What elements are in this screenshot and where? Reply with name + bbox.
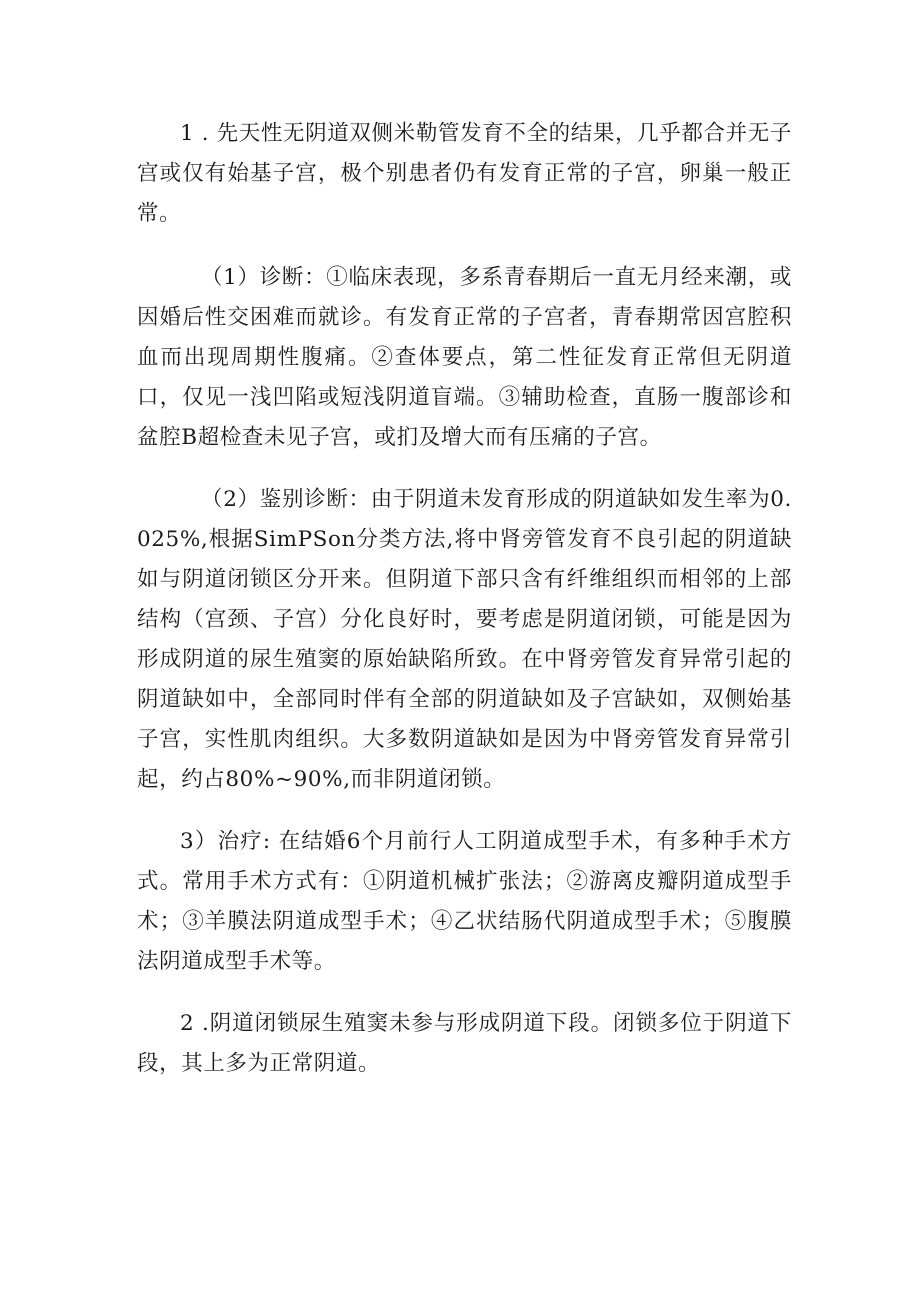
document-body bbox=[137, 114, 792, 1084]
paragraph-diagnosis: （1）诊断：①临床表现，多系青春期后一直无月经来潮，或因婚后性交困难而就诊。有发育正常的子宫者，青春期常因宫腔积血而出现周期性腹痛。②查体要点，第二性征发育正常但无阴道口，仅见一浅凹陷或短浅阴道盲端。③辅助检查，直肠一腹部诊和盆腔B超检查未见子宫，或扪及增大而有压痛的子宫。 bbox=[137, 265, 792, 450]
paragraph-differential-diagnosis: （2）鉴别诊断：由于阴道未发育形成的阴道缺如发生率为0.025%,根据SimPSon分类方法,将中肾旁管发育不良引起的阴道缺如与阴道闭锁区分开来。但阴道下部只含有纤维组织而相邻的上部结构（宫颈、子宫）分化良好时，要考虑是阴道闭锁，可能是因为形成阴道的尿生殖窦的原始缺陷所致。在中肾旁管发育异常引起的阴道缺如中，全部同时伴有全部的阴道缺如及子宫缺如，双侧始基子宫，实性肌肉组织。大多数阴道缺如是因为中肾旁管发育异常引起，约占80%~90%,而非阴道闭锁。 bbox=[137, 487, 792, 792]
paragraph-congenital-absence: 1 . 先天性无阴道双侧米勒管发育不全的结果，几乎都合并无子宫或仅有始基子宫，极个别患者仍有发育正常的子宫，卵巢一般正常。 bbox=[137, 121, 792, 226]
paragraph-treatment: 3）治疗: 在结婚6个月前行人工阴道成型手术，有多种手术方式。常用手术方式有：①阴道机械扩张法；②游离皮瓣阴道成型手术；③羊膜法阴道成型手术；④乙状结肠代阴道成型手术；⑤腹膜法阴道成型手术等。 bbox=[137, 829, 792, 974]
paragraph-vaginal-atresia: 2 .阴道闭锁尿生殖窦未参与形成阴道下段。闭锁多位于阴道下段，其上多为正常阴道。 bbox=[137, 1011, 792, 1076]
